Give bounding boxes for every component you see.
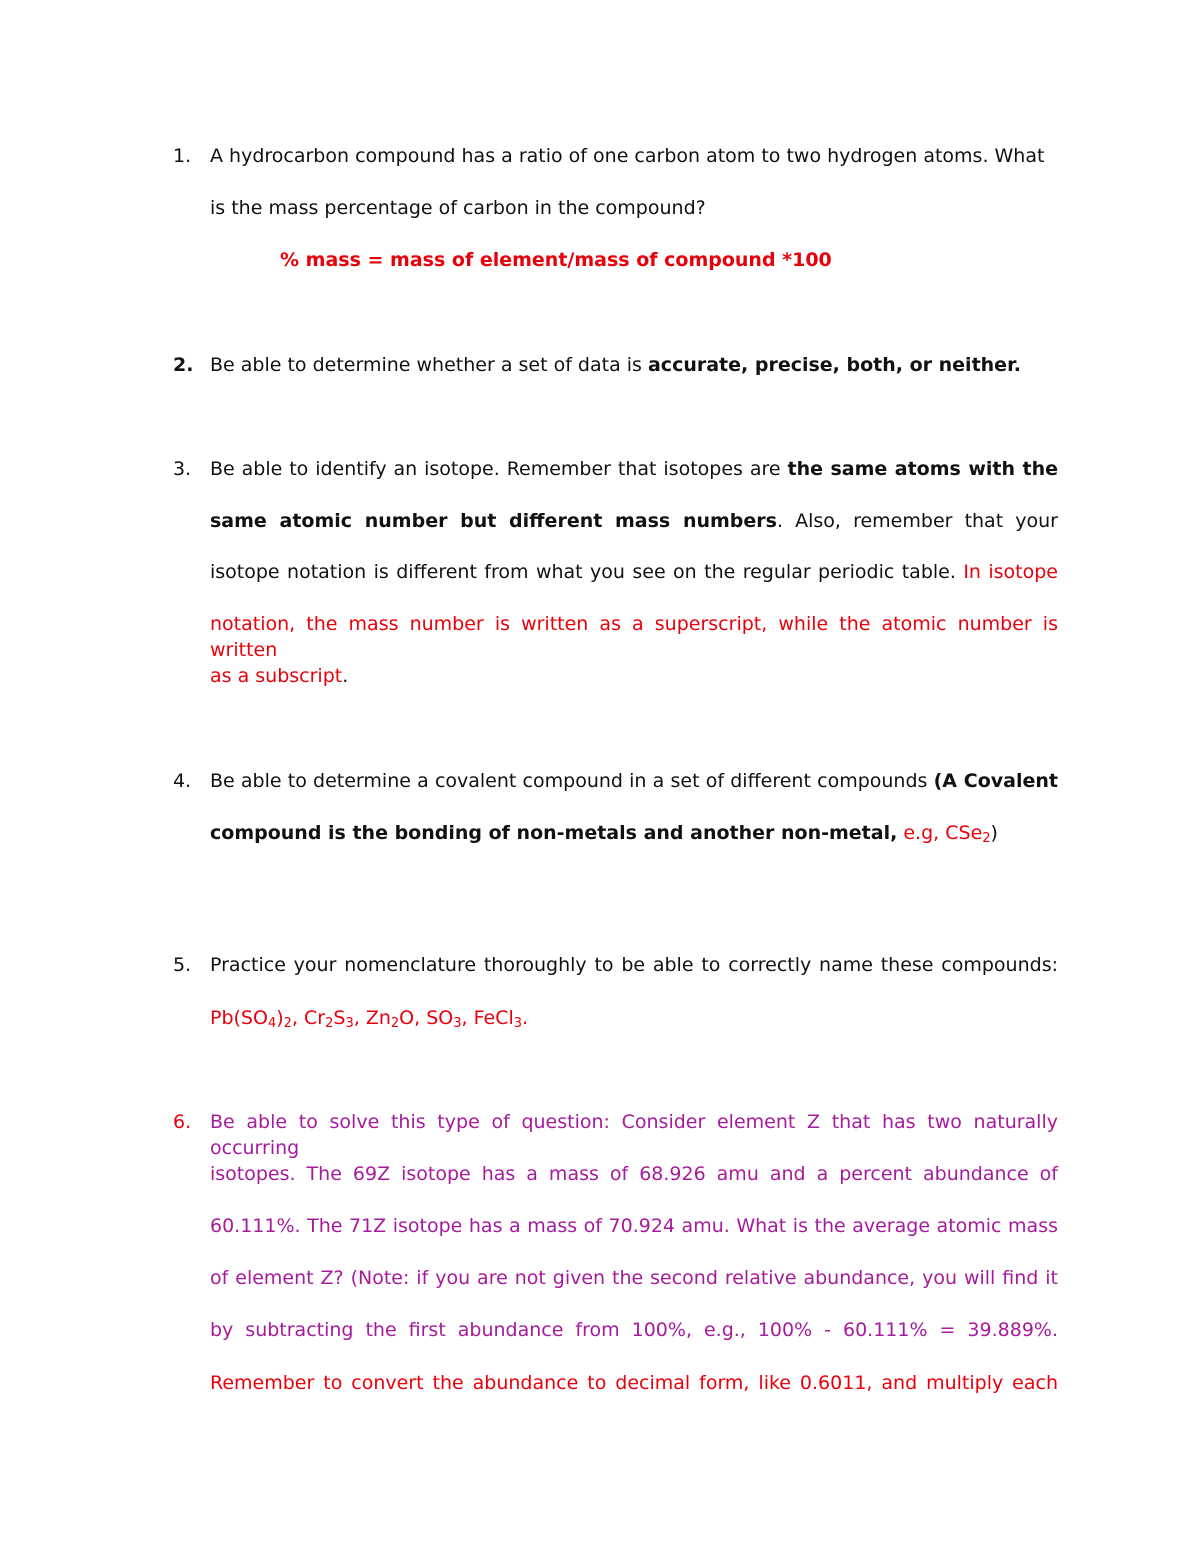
compound-5: FeCl$_3$ bbox=[473, 1007, 523, 1031]
q3-line-5 bbox=[210, 663, 348, 689]
q4-l1-bold: (A Covalent bbox=[933, 770, 1058, 792]
q6-line-4: of element Z? (Note: if you are not given the second relative abundance, you will find it bbox=[210, 1267, 1058, 1289]
q3-line-1 bbox=[210, 456, 1058, 482]
q5-compounds: $Pb(SO_4)_2$, $Cr_2S_3$, $Zn_2O$, $SO_3$, FeCl$_3$. bbox=[210, 1007, 529, 1031]
q5-line-1: Practice your nomenclature thoroughly to be able to correctly name these compounds: bbox=[210, 954, 1058, 976]
q4-line-2 bbox=[210, 820, 998, 846]
q1-number: 1. bbox=[173, 145, 192, 167]
q6-line-6: Remember to convert the abundance to decimal form, like 0.6011, and multiply each bbox=[210, 1372, 1058, 1394]
q3-l2-text: . Also, remember that your bbox=[776, 510, 1058, 532]
compound-3: $Zn_2O$ bbox=[365, 1007, 415, 1031]
q3-l1-text: Be able to identify an isotope. Remember that isotopes are bbox=[210, 458, 788, 480]
q6-number: 6. bbox=[173, 1111, 192, 1133]
q5-number: 5. bbox=[173, 954, 192, 976]
q2-number: 2. bbox=[173, 354, 194, 376]
q6-line-5: by subtracting the first abundance from 100%, e.g., 100% - 60.111% = 39.889%. bbox=[210, 1319, 1058, 1341]
q4-example-sub: 2 bbox=[982, 831, 991, 846]
q1-line-1: A hydrocarbon compound has a ratio of one carbon atom to two hydrogen atoms. What bbox=[210, 145, 1045, 167]
q3-number: 3. bbox=[173, 458, 192, 480]
q3-line-3 bbox=[210, 559, 1058, 585]
q3-l3-red: In isotope bbox=[963, 561, 1058, 583]
q4-number: 4. bbox=[173, 770, 192, 792]
q4-l2-bold: compound is the bonding of non-metals and another non-metal, bbox=[210, 822, 898, 844]
q6-line-2: isotopes. The 69Z isotope has a mass of 68.926 amu and a percent abundance of bbox=[210, 1163, 1058, 1185]
q1-line-2: is the mass percentage of carbon in the compound? bbox=[210, 197, 706, 219]
compound-1: $Pb(SO_4)_2$ bbox=[210, 1007, 292, 1031]
q3-l1-bold: the same atoms with the bbox=[787, 458, 1058, 480]
q3-l3-text: isotope notation is different from what you see on the regular periodic table. bbox=[210, 561, 964, 583]
q2-bold-text: accurate, precise, both, or neither. bbox=[647, 354, 1021, 376]
q4-line-1 bbox=[210, 768, 1058, 794]
q3-l5-red: as a subscript bbox=[210, 665, 343, 687]
q1-formula: % mass = mass of element/mass of compound *100 bbox=[280, 249, 832, 271]
q2-line bbox=[210, 352, 1021, 378]
compound-2: $Cr_2S_3$ bbox=[304, 1007, 354, 1031]
q6-line-3: 60.111%. The 71Z isotope has a mass of 70.924 amu. What is the average atomic mass bbox=[210, 1215, 1058, 1237]
q4-example bbox=[897, 822, 990, 844]
q3-l2-bold: same atomic number but different mass numbers bbox=[210, 510, 777, 532]
q4-l1-text: Be able to determine a covalent compound in a set of different compounds bbox=[210, 770, 934, 792]
q3-line-4: notation, the mass number is written as a superscript, while the atomic number is written bbox=[210, 613, 1058, 661]
q4-example-text: e.g, CSe bbox=[897, 822, 983, 844]
q4-l2-close: ) bbox=[990, 822, 998, 844]
q3-l5-text: . bbox=[342, 665, 349, 687]
q6-line-1: Be able to solve this type of question: Consider element Z that has two naturally occurring bbox=[210, 1111, 1058, 1159]
compound-4: $SO_3$ bbox=[426, 1007, 462, 1031]
q2-text: Be able to determine whether a set of data is bbox=[210, 354, 648, 376]
q3-line-2 bbox=[210, 508, 1058, 534]
